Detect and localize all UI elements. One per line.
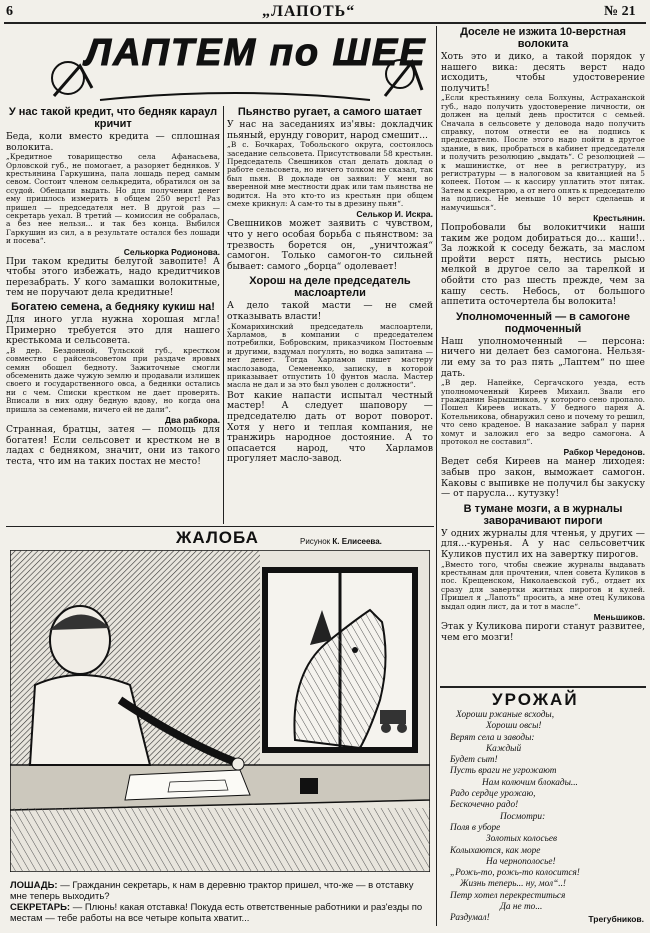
poem-title: УРОЖАЙ (492, 690, 579, 709)
signature-cheredonov: Рабкор Чередонов. (563, 447, 645, 458)
poem-line: Бескочечно радо! (450, 800, 519, 811)
caption-horse (10, 880, 432, 902)
poem-line: Жизнь теперь... ну, мол“..! (460, 879, 566, 890)
headline-butter-artel: Хорош на деле председатель маслоартели (249, 275, 411, 300)
comment-credit: При таком кредиты белугой завопите! А чтобы этого избежать, надо кредитчиков перезабрать. У кого замашки волокитные, тем не поручают дела кредитные! (6, 255, 220, 299)
poem-line: Петр хотел перекреститься (450, 890, 566, 901)
column-divider-1 (223, 106, 224, 524)
poem-author: Трегубников. (588, 913, 644, 924)
letter-credit: „Кредитное товарищество села Афанасьева, Орловской губ., не помогает, а разоряет бедняков. У крестьянина Гаркушина, пала лошадь перед самым севом. Состоит членом селькредита, обратился он за ссудой. Обещали выдать. Но для получения денег ему пришлось измерить в общем 250 верст! Раз пришел — председателя нет. В другой раз — секретарь уехал. В третий — комиссия не собралась, а без нее нельзя... и так без конца. Выбился Гаркушин из сил, а в результате остался без лошади и посева“. (6, 152, 220, 246)
comment-red-tape: Попробовали бы волокитчики наши таким же родом добираться до... каши!.. За ложкой к соседу бежать, за маслом пройти верст пять, нестись рысью мелкой в другое село за тарелкой и обойти сто раз шесть прежде, чем за кашу сесть. Небось, от большого аппетита осточертела бы волокита! (441, 222, 645, 308)
lead-drunkenness: У нас на заседаниях из'явы: докладчик пьяный, ерунду говорит, народ смешит... (227, 119, 433, 141)
speaker-secretary: СЕКРЕТАРЬ: (10, 902, 71, 913)
page-number: 6 (6, 4, 13, 19)
poem-line: Посмотри: (500, 811, 546, 822)
lead-credit: Беда, коли вместо кредита — сплошная волокита. (6, 131, 220, 153)
masthead-banner (40, 26, 430, 106)
poem-line: Радо сердце урожаю, (450, 789, 536, 800)
masthead-title: ЛАПТЕМ по ШЕЕ (85, 32, 427, 74)
headline-red-tape: Доселе не изжита 10-верстная волокита (460, 26, 626, 50)
issue-number: № 21 (604, 4, 636, 19)
headline-drunkenness: Пьянство ругает, а самого шатает (237, 106, 423, 118)
credit-prefix: Рисунок (300, 537, 331, 546)
cartoon-caption (10, 880, 432, 924)
poem-line: Верят села и заводы: (450, 732, 535, 743)
speaker-horse: ЛОШАДЬ: (10, 880, 58, 891)
poem-line: Да не то... (500, 902, 543, 913)
comment-seeds: Странная, братцы, затея — помощь для богатея! Если сельсовет и крестком не в ладах с бедняком, значит, они из такого теста, что им на таких постах не место! (6, 424, 220, 467)
poem-line: Золотых колосьев (486, 834, 558, 845)
headline-moonshine: Уполномоченный — в самогоне подмоченный (455, 310, 631, 335)
poem-line: Каждый (486, 743, 522, 754)
poem-line: Колыхаются, как море (450, 845, 541, 856)
poem-line: Будет сыт! (450, 755, 498, 766)
comment-butter-artel: Вот какие напасти испытал честный мастер! А следует шаповору — председателю дать от ворот поворот. Хотя у него и теплая компания, не транжирь народное достояние. А то опасается народ, что Харламов прогуляет масло-завод. (227, 389, 433, 465)
lead-butter-artel: А дело такой масти — не смей отказывать власти! (227, 300, 433, 322)
poem-line: Нам колючим блокады... (482, 777, 578, 788)
cartoon-title: ЖАЛОБА (176, 528, 259, 547)
poem-line: Хороши ржаные всходы, (456, 710, 555, 720)
column-3 (441, 26, 645, 686)
letter-red-tape: „Если крестьянину села Болхуны, Астраханской губ., надо получить удостоверение личности, он должен на целый день простится с семьей. Сначала в сельсовете у деловода надо получить справку, потом отнести ее на подпись к председателю. После этого надо пойти в другое здание, в вик, пробраться в кабинет председателя и получить резолюцию „выдать“. С резолюцией — к машинистке, от нее в регистратуру, из регистратуры — в налоговом за квитанцией на 5 копеек. Потом — к кассиру уплатить этот пятак. Затем к секретарю, а от него опять к председателю на подпись. Не меньше 10 верст сделаешь и намучишься“. (441, 93, 645, 212)
credit-artist: К. Елисеева. (332, 537, 382, 546)
signature-peasant: Крестьянин. (593, 213, 645, 224)
signature-rodionova: Селькорка Родионова. (123, 246, 220, 257)
column-1 (6, 106, 220, 524)
newspaper-title: „ЛАПОТЬ“ (262, 3, 356, 20)
signature-iskra: Селькор И. Искра. (356, 209, 433, 220)
signature-menshikov: Меньшиков. (593, 612, 645, 623)
lead-seeds: Для иного угла нужна хорошая мгла! Примерно требуется это для нашего крестькома и сельсовета. (6, 314, 220, 347)
letter-seeds: „В дер. Бездонной, Тульской губ., крестком совместно с райсельсоветом при раздаче яровых семян обошел бедноту. Зажиточные смогли обсеменить даже чужую землю и продавали излишек своего и государственного овса, а бедняки остались ни с чем. Списки крестком не дает проверять. Вписали в них одну бедную вдову, но когда она пришла за семенами, ничего ей не дали“. (6, 345, 220, 414)
cartoon-drawing (10, 550, 430, 872)
poem-line: Пусть враги не угрожают (450, 766, 557, 777)
secretary-line: — Плюнь! какая отставка! Покуда есть ответственные работники и раз'езды по местам — тебе работы на все четыре копыта хватит... (10, 902, 423, 924)
lead-journals: У одних журналы для чтенья, у других — для...-куренья. А у нас сельсоветчик Куликов пустил их на завертку пирогов. (441, 527, 645, 560)
lead-moonshine: Наш уполномоченный — персона: ничего ни делает без самогона. Нельзя-ли ему за то раз пять „Лаптем“ по шее дать. (441, 335, 645, 379)
letter-drunkenness: „В с. Бочкарах, Тобольского округа, состоялось заседание сельсовета. Присутствовали 58 крестьян. Председатель Свешников стал делать доклад о работе сельсовета, но ничего толком не сказал, так был пьян. В докладе он заявил: У меня во вверенной мне местности драк или там пьянства не водится. На это кто-то из крестьян при общем смехе крикнул: А сам-то ты в дрезину пьян“. (227, 140, 433, 209)
cartoon-credit (300, 537, 382, 546)
column-divider-2 (436, 26, 437, 926)
letter-butter-artel: „Комарихинский председатель маслоартели, Харламов, в компании с председателем потребилки, Бобровским, приказчиком Постоевым и другими, вздумал погулять, но водка запитана — нет денег. Тогда Харламов пишет мастеру маслозавода, Семененко, записку, в которой приказывает отпустить 10 фунтов масла. Мастер масла не дал и за это был уволен с должности“. (227, 321, 433, 390)
comment-drunkenness: Свешников может заявить с чувством, что у него особая борьба с пьянством: за трезвость борется он, „уничтожая“ самогон. Только самогон-то сильней бывает: самого „борца“ одолевает! (227, 218, 433, 272)
comment-journals: Этак у Куликова пироги станут развитее, чем его мозги! (441, 621, 645, 643)
headline-journals: В тумане мозги, а в журналы заворачивают пироги (463, 502, 623, 527)
complaint-cartoon-icon (10, 550, 430, 872)
poem-top-rule (440, 686, 646, 688)
horse-line: — Гражданин секретарь, к нам в деревню трактор пришел, что-же — в отставку мне теперь выходить? (10, 880, 414, 902)
poem-line: На чернополосье! (486, 856, 556, 867)
poem-line: Раздумал! (450, 913, 490, 924)
poem-lines (446, 710, 644, 925)
signature-two-rabkors: Два рабкора. (164, 415, 220, 426)
poem-line: Поля в уборе (450, 822, 501, 833)
poem-block (446, 690, 644, 930)
caption-secretary (10, 902, 432, 924)
lead-red-tape: Хоть это и дико, а такой порядок у нашего вика: десять верст надо исходить, чтобы удостоверение получить! (441, 51, 645, 94)
header-rule (4, 22, 646, 24)
letter-journals: „Вместо того, чтобы свежие журналы выдавать крестьянам для прочтения, член совета Куликов в пос. Крещенском, Николаевской губ., отдает их сразу для завертки житных пирогов и кулей. Пришел я „Лапоть“ просить, а мне отец Куликова выдал один лист, да и тот в масле“. (441, 559, 645, 611)
column-2 (227, 106, 433, 524)
comment-moonshine: Ведет себя Киреев на манер лиходея: забыв про закон, выможает самогон. Каковы с выпивке не получил бы закуску — от парусла... кутузку! (441, 456, 645, 500)
letter-moonshine: „В дер. Напейке, Сергачского уезда, есть уполномоченный Киреев Михаил. Звали его гражданин Барышников, у которого сено пропало. Пошел Киреев искать. У бедного парня А. Котельникова, обнаружил сено и почему то решил, что сено краденое. В наказание забрал у парня хомут и заложил его за ведро самогона. А протокол не составил“. (441, 378, 645, 447)
poem-line: „Рожь-то, рожь-то колосится! (450, 868, 580, 879)
cartoon-top-rule (6, 526, 434, 527)
poem-line: Хороши овсы! (486, 721, 542, 732)
headline-credit: У нас такой кредит, что бедняк караул кричит (8, 106, 218, 130)
headline-seeds: Богатею семена, а бедняку кукиш на! (11, 301, 215, 314)
